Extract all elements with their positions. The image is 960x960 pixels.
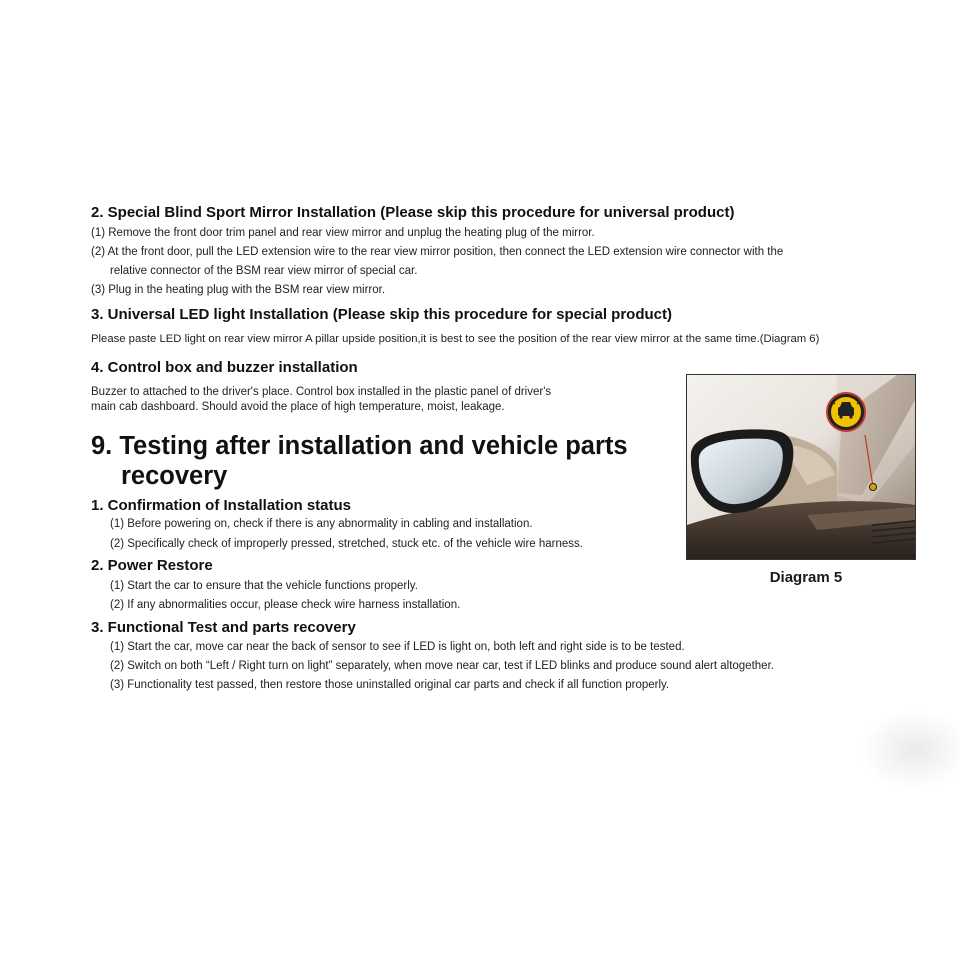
- section-4-line-2: main cab dashboard. Should avoid the place of high temperature, moist, leakage.: [91, 401, 505, 413]
- diagram-5-image: [686, 374, 916, 560]
- section-4-heading: 4. Control box and buzzer installation: [91, 359, 358, 376]
- functional-test-item-3: (3) Functionality test passed, then restore those uninstalled original car parts and check if all function properly.: [110, 679, 670, 691]
- section-3-text: Please paste LED light on rear view mirror A pillar upside position,it is best to see the position of the rear view mirror at the same time.(Diagram 6): [91, 333, 820, 345]
- car-warning-icon: [827, 393, 865, 431]
- diagram-caption: Diagram 5: [769, 569, 843, 586]
- section-4-line-1: Buzzer to attached to the driver's place. Control box installed in the plastic panel of driver's: [91, 386, 552, 398]
- chapter-9-title-line-1: 9. Testing after installation and vehicle parts: [91, 432, 628, 460]
- power-restore-item-1: (1) Start the car to ensure that the vehicle functions properly.: [110, 580, 418, 592]
- section-3-heading: 3. Universal LED light Installation (Please skip this procedure for special product): [91, 306, 672, 323]
- section-2-item-2-cont: relative connector of the BSM rear view mirror of special car.: [110, 265, 418, 277]
- functional-test-heading: 3. Functional Test and parts recovery: [91, 619, 356, 636]
- confirmation-heading: 1. Confirmation of Installation status: [91, 497, 352, 514]
- section-2-heading: 2. Special Blind Sport Mirror Installation (Please skip this procedure for universal product): [91, 204, 735, 221]
- chapter-9-title-line-2: recovery: [121, 462, 228, 490]
- section-2-item-2: (2) At the front door, pull the LED extension wire to the rear view mirror position, then connect the LED extension wire connector with the: [91, 246, 784, 258]
- scan-smudge: [860, 710, 960, 790]
- functional-test-item-1: (1) Start the car, move car near the back of sensor to see if LED is light on, both left and right side is to be tested.: [110, 641, 685, 653]
- functional-test-item-2: (2) Switch on both “Left / Right turn on light” separately, when move near car, test if LED blinks and produce sound alert altogether.: [110, 660, 774, 672]
- section-2-item-3: (3) Plug in the heating plug with the BSM rear view mirror.: [91, 284, 386, 296]
- confirmation-item-1: (1) Before powering on, check if there is any abnormality in cabling and installation.: [110, 518, 533, 530]
- power-restore-item-2: (2) If any abnormalities occur, please check wire harness installation.: [110, 599, 461, 611]
- section-2-item-1: (1) Remove the front door trim panel and rear view mirror and unplug the heating plug of the mirror.: [91, 227, 595, 239]
- confirmation-item-2: (2) Specifically check of improperly pressed, stretched, stuck etc. of the vehicle wire harness.: [110, 538, 583, 550]
- power-restore-heading: 2. Power Restore: [91, 557, 213, 574]
